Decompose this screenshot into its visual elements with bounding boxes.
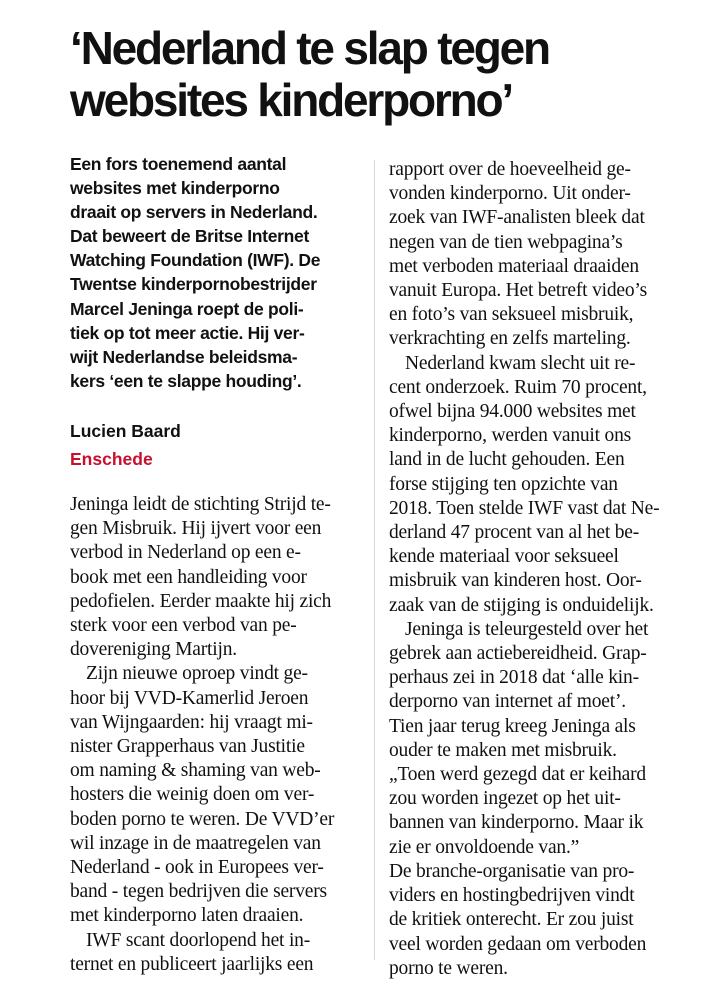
body-line: derland 47 procent van al het be-	[389, 522, 640, 544]
body-line: kinderporno, werden vanuit ons	[389, 425, 632, 447]
body-line: en foto’s van seksueel misbruik,	[389, 304, 634, 326]
intro-line: Watching Foundation (IWF). De	[70, 250, 321, 271]
body-line: misbruik van kinderen host. Oor-	[389, 570, 642, 592]
body-line: IWF scant doorlopend het in-	[86, 929, 311, 951]
body-line: ofwel bijna 94.000 websites met	[389, 401, 636, 423]
left-body	[70, 493, 362, 977]
body-line: dovereniging Martijn.	[70, 639, 237, 661]
body-line: bannen van kinderporno. Maar ik	[389, 812, 644, 834]
intro-line: websites met kinderporno	[70, 178, 280, 199]
body-line: 2018. Toen stelde IWF vast dat Ne-	[389, 497, 660, 519]
body-line: band - tegen bedrijven die servers	[70, 881, 327, 903]
body-line: gebrek aan actiebereidheid. Grap-	[389, 643, 647, 665]
right-column	[389, 158, 689, 981]
body-line: zie er onvoldoende van.”	[389, 836, 580, 858]
intro-line: kers ‘een te slappe houding’.	[70, 370, 302, 391]
body-line: viders en hostingbedrijven vindt	[389, 885, 635, 907]
headline-line-2: websites kinderporno’	[70, 74, 513, 126]
body-line: Jeninga is teleurgesteld over het	[405, 618, 649, 640]
headline	[70, 22, 710, 126]
body-line: ternet en publiceert jaarlijks een	[70, 953, 314, 975]
body-line: verbod in Nederland op een e-	[70, 542, 301, 564]
intro-line: Dat beweert de Britse Internet	[70, 226, 309, 247]
body-line: De branche-organisatie van pro-	[389, 860, 635, 882]
body-line: nister Grapperhaus van Justitie	[70, 735, 305, 757]
intro-line: wijt Nederlandse beleidsma-	[70, 346, 298, 367]
body-paragraph	[389, 158, 689, 352]
body-line: sterk voor een verbod van pe-	[70, 614, 297, 636]
body-line: met verboden materiaal draaiden	[389, 255, 639, 277]
body-line: vonden kinderporno. Uit onder-	[389, 183, 631, 205]
body-paragraph	[70, 493, 362, 662]
body-line: verkrachting en zelfs marteling.	[389, 328, 631, 350]
body-line: de kritiek onterecht. Er zou juist	[389, 909, 634, 931]
body-line: zoek van IWF-analisten bleek dat	[389, 207, 645, 229]
body-line: gen Misbruik. Hij ijvert voor een	[70, 518, 322, 540]
body-line: veel worden gedaan om verboden	[389, 933, 647, 955]
body-line: zou worden ingezet op het uit-	[389, 788, 621, 810]
body-line: Jeninga leidt de stichting Strijd te-	[70, 493, 331, 515]
body-line: derporno van internet af moet’.	[389, 691, 626, 713]
left-column	[70, 152, 362, 977]
intro-paragraph	[70, 152, 362, 393]
body-line: om naming & shaming van web-	[70, 760, 321, 782]
body-line: book met een handleiding voor	[70, 566, 307, 588]
body-line: cent onderzoek. Ruim 70 procent,	[389, 376, 647, 398]
intro-line: draait op servers in Nederland.	[70, 202, 318, 223]
body-paragraph	[389, 618, 689, 981]
dateline-place: Enschede	[70, 448, 153, 469]
body-line: „Toen werd gezegd dat er keihard	[389, 764, 646, 786]
body-line: Nederland kwam slecht uit re-	[405, 352, 636, 374]
headline-line-1: ‘Nederland te slap tegen	[70, 22, 549, 74]
body-line: van Wijngaarden: hij vraagt mi-	[70, 711, 313, 733]
body-line: wil inzage in de maatregelen van	[70, 832, 321, 854]
body-line: forse stijging ten opzichte van	[389, 473, 618, 495]
intro-line: Marcel Jeninga roept de poli-	[70, 298, 304, 319]
body-line: porno te weren.	[389, 957, 508, 979]
intro-line: Een fors toenemend aantal	[70, 154, 287, 174]
body-line: met kinderporno laten draaien.	[70, 905, 304, 927]
body-line: boden porno te weren. De VVD’er	[70, 808, 335, 830]
body-line: Tien jaar terug kreeg Jeninga als	[389, 715, 636, 737]
body-line: Zijn nieuwe oproep vindt ge-	[86, 663, 308, 685]
body-line: vanuit Europa. Het betreft video’s	[389, 280, 647, 302]
body-line: rapport over de hoeveelheid ge-	[389, 159, 631, 180]
body-line: kende materiaal voor seksueel	[389, 546, 619, 568]
body-paragraph	[389, 352, 689, 618]
body-paragraph	[70, 662, 362, 928]
body-paragraph	[70, 929, 362, 977]
body-line: Nederland - ook in Europees ver-	[70, 856, 324, 878]
body-line: negen van de tien webpagina’s	[389, 231, 623, 253]
body-line: land in de lucht gehouden. Een	[389, 449, 625, 471]
body-line: hoor bij VVD-Kamerlid Jeroen	[70, 687, 309, 709]
body-line: ouder te maken met misbruik.	[389, 739, 617, 761]
body-line: pedofielen. Eerder maakte hij zich	[70, 590, 332, 612]
author-name: Lucien Baard	[70, 420, 181, 441]
column-divider	[374, 160, 375, 960]
intro-line: Twentse kinderpornobestrijder	[70, 274, 317, 295]
intro-line: tiek op tot meer actie. Hij ver-	[70, 322, 305, 343]
body-line: zaak van de stijging is onduidelijk.	[389, 594, 654, 616]
body-line: perhaus zei in 2018 dat ‘alle kin-	[389, 667, 639, 689]
body-line: hosters die weinig doen om ver-	[70, 784, 315, 806]
